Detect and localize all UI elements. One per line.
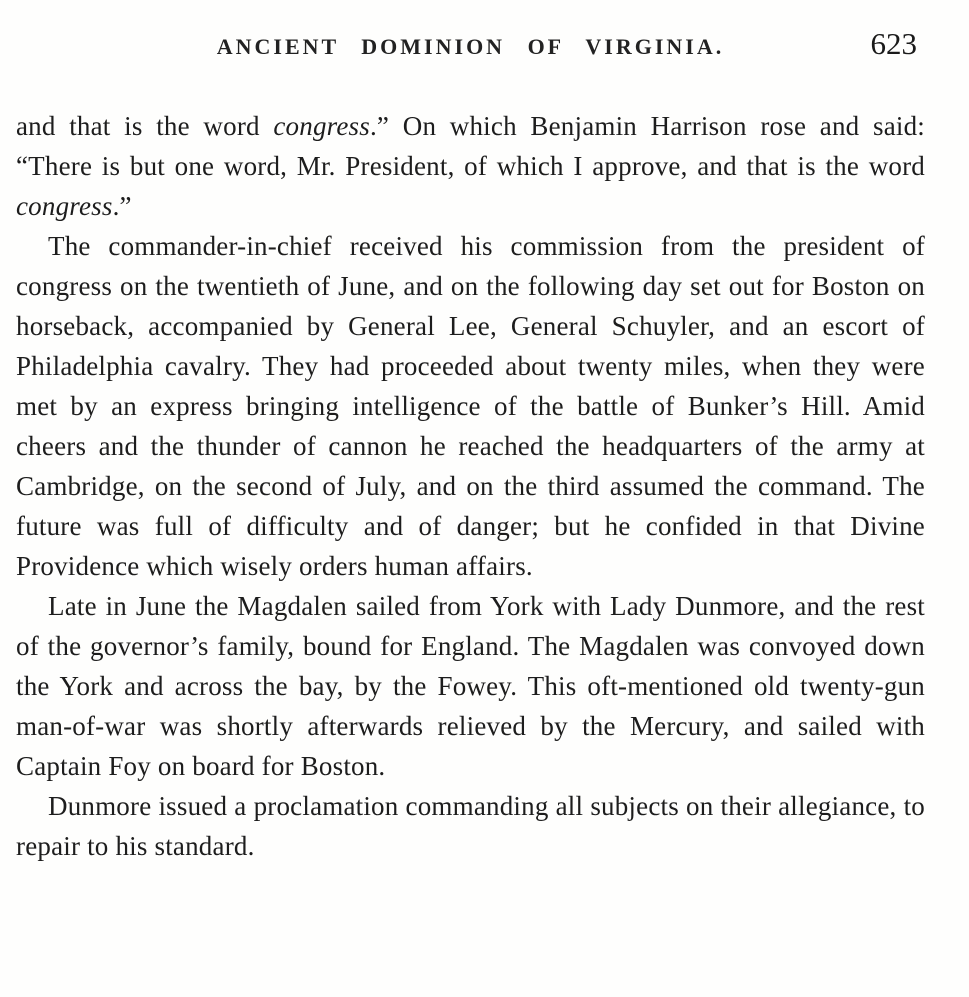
text-run: .” On which Benjamin Harrison rose and said: “There is but one word, Mr. President, of which I approve, and that is the word [16,111,925,181]
text-run: and that is the word [16,111,274,141]
italic-text-run: congress [273,111,370,141]
text-run: Late in June the Magdalen sailed from York with Lady Dunmore, and the rest of the governor’s family, bound for England. The Magdalen was convoyed down the York and across the bay, by the Fowey. This oft-mentioned old twenty-gun man-of-war was shortly afterwards relieved by the Mercury, and sailed with Captain Foy on board for Boston. [16,591,925,781]
page-header [16,26,925,70]
running-title: ANCIENT DOMINION OF VIRGINIA. [216,34,725,59]
text-run: Dunmore issued a proclamation commanding all subjects on their allegiance, to repair to his standard. [16,791,925,861]
paragraph [16,586,925,786]
paragraph [16,786,925,866]
page-number: 623 [870,26,917,61]
paragraph [16,226,925,586]
text-run: The commander-in-chief received his commission from the president of congress on the twentieth of June, and on the following day set out for Boston on horseback, accompanied by General Lee, General Schuyler, and an escort of Philadelphia cavalry. They had proceeded about twenty miles, when they were met by an express bringing intelligence of the battle of Bunker’s Hill. Amid cheers and the thunder of cannon he reached the headquarters of the army at Cambridge, on the second of July, and on the third assumed the command. The future was full of difficulty and of danger; but he confided in that Divine Providence which wisely orders human affairs. [16,231,925,581]
italic-text-run: congress [16,191,113,221]
page-body [16,106,925,866]
paragraph [16,106,925,226]
text-run: .” [112,191,132,221]
